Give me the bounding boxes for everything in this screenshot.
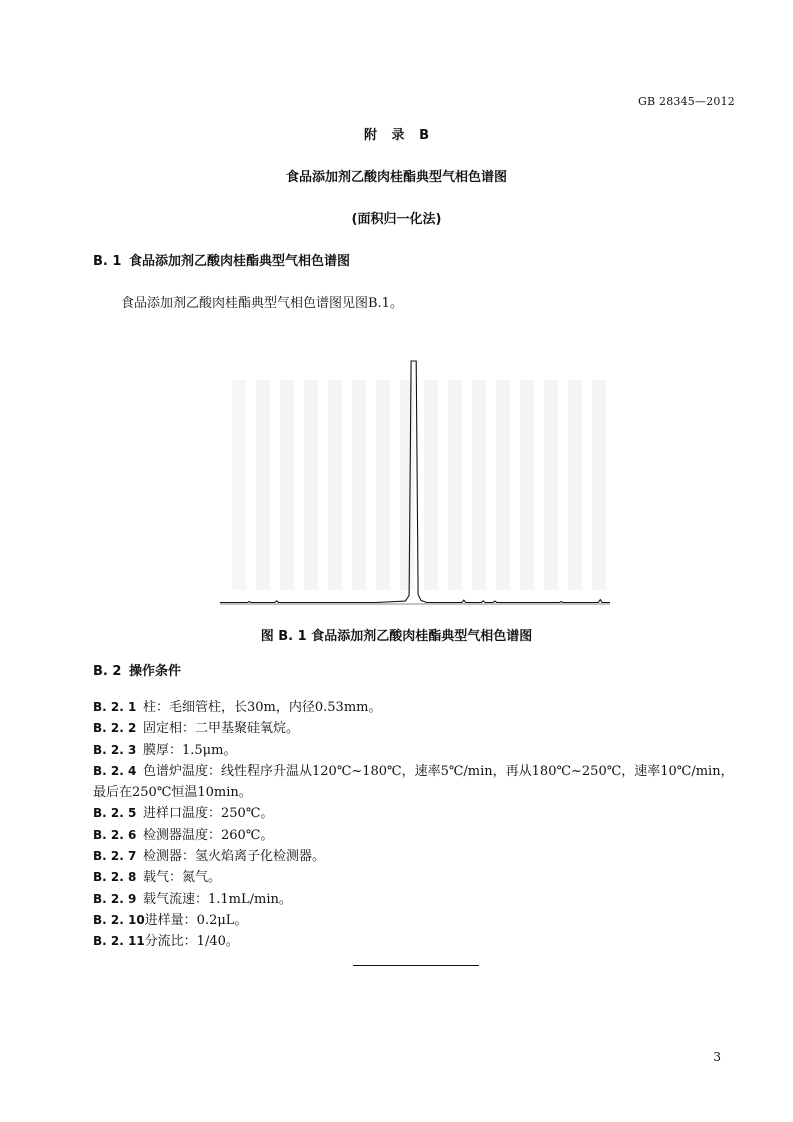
condition-code: B. 2. 6 <box>93 827 137 842</box>
condition-code: B. 2. 7 <box>93 849 137 864</box>
page-number: 3 <box>713 1050 721 1064</box>
condition-text: 进样口温度：250℃。 <box>143 806 274 822</box>
condition-text: 固定相：二甲基聚硅氧烷。 <box>143 721 300 737</box>
condition-text: 膜厚：1.5μm。 <box>143 742 237 758</box>
condition-item <box>93 867 743 888</box>
condition-item <box>93 825 743 846</box>
ghost-column <box>448 380 462 590</box>
condition-item <box>93 910 743 931</box>
ghost-column <box>400 380 414 590</box>
condition-code: B. 2. 1 <box>93 700 137 714</box>
condition-code: B. 2. 5 <box>93 806 137 821</box>
section-b2-title: 操作条件 <box>129 664 182 679</box>
condition-item <box>93 931 743 952</box>
condition-item <box>93 846 743 867</box>
ghost-column <box>232 380 246 590</box>
section-b2-number: B. 2 <box>93 664 122 679</box>
appendix-subtitle: (面积归一化法) <box>351 212 442 227</box>
section-b1-number: B. 1 <box>93 254 122 269</box>
section-b2-heading <box>93 660 181 679</box>
ghost-column <box>424 380 438 590</box>
appendix-title: 食品添加剂乙酸肉桂酯典型气相色谱图 <box>285 170 507 185</box>
chart-scan-ghost <box>232 380 606 590</box>
appendix-label: 附 录 B <box>364 128 429 143</box>
ghost-column <box>496 380 510 590</box>
condition-code: B. 2. 10 <box>93 912 145 927</box>
section-b1-title: 食品添加剂乙酸肉桂酯典型气相色谱图 <box>129 254 351 269</box>
end-rule <box>353 965 479 966</box>
condition-text: 进样量：0.2μL。 <box>144 912 248 928</box>
condition-code: B. 2. 11 <box>93 934 145 949</box>
section-b1-paragraph: 食品添加剂乙酸肉桂酯典型气相色谱图见图B.1。 <box>121 296 403 311</box>
condition-item <box>93 740 743 761</box>
ghost-column <box>568 380 582 590</box>
operating-conditions-list <box>93 697 743 953</box>
ghost-column <box>592 380 606 590</box>
ghost-column <box>544 380 558 590</box>
condition-text: 检测器：氢火焰离子化检测器。 <box>143 849 326 865</box>
condition-text: 载气：氮气。 <box>143 870 222 886</box>
ghost-column <box>376 380 390 590</box>
standard-number: GB 28345—2012 <box>638 95 735 108</box>
condition-text: 载气流速：1.1mL/min。 <box>143 891 292 907</box>
condition-code: B. 2. 9 <box>93 891 137 906</box>
condition-item <box>93 718 743 739</box>
ghost-column <box>328 380 342 590</box>
condition-code: B. 2. 3 <box>93 742 137 757</box>
ghost-column <box>352 380 366 590</box>
condition-text: 检测器温度：260℃。 <box>143 827 274 843</box>
ghost-column <box>304 380 318 590</box>
condition-item <box>93 803 743 824</box>
condition-text: 分流比：1/40。 <box>144 934 239 950</box>
ghost-column <box>256 380 270 590</box>
ghost-column <box>520 380 534 590</box>
condition-item <box>93 761 743 804</box>
condition-text: 柱：毛细管柱，长30m，内径0.53mm。 <box>143 700 382 715</box>
condition-text: 色谱炉温度：线性程序升温从120℃~180℃，速率5℃/min，再从180℃~250℃，速率10℃/min，最后在250℃恒温10min。 <box>93 763 734 801</box>
ghost-column <box>280 380 294 590</box>
ghost-column <box>472 380 486 590</box>
figure-caption: 图 B. 1 食品添加剂乙酸肉桂酯典型气相色谱图 <box>260 629 533 644</box>
condition-code: B. 2. 2 <box>93 721 137 736</box>
condition-item <box>93 697 743 718</box>
condition-code: B. 2. 8 <box>93 870 137 885</box>
condition-item <box>93 889 743 910</box>
condition-code: B. 2. 4 <box>93 763 137 778</box>
